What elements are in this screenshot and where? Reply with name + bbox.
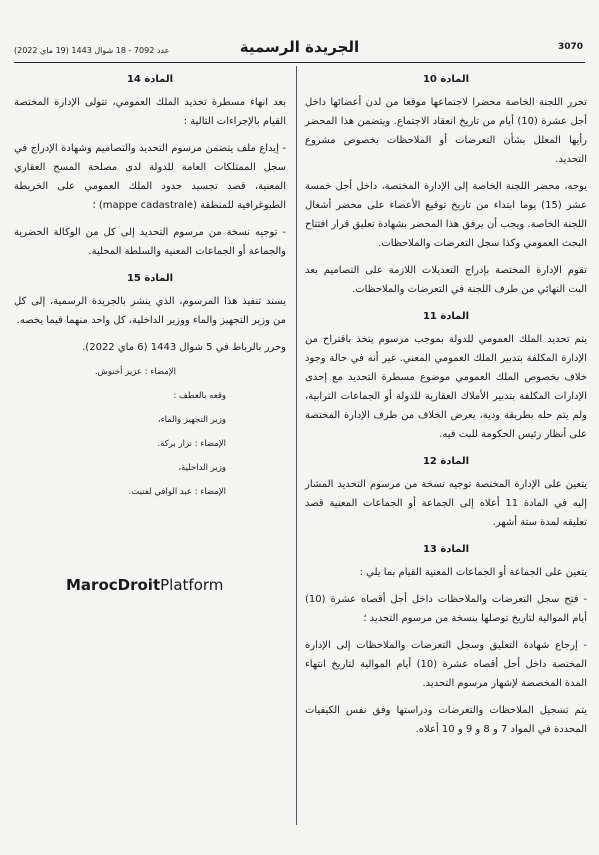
minister-equipment-title: وزير التجهيز والماء، <box>157 415 226 425</box>
article-14-paragraph-1: بعد انهاء مسطرة تحديد الملك العمومي، تتولى الإدارة المختصة القيام بالإجراءات التالية : <box>14 97 286 127</box>
article-14-title: المادة 14 <box>126 74 174 85</box>
right-column <box>305 68 587 747</box>
article-13-paragraph-3: - إرجاع شهادة التعليق وسجل التعرضات والملاحظات إلى الإدارة المختصة داخل أجل أقصاه عشرة (10) أيام الموالية لتاريخ انتهاء المدة المخصصة لإشهار مرسوم التحديد. <box>305 640 587 689</box>
article-13-title: المادة 13 <box>422 544 470 555</box>
article-14-paragraph-3: - توجيه نسخة من مرسوم التحديد إلى كل من الوكالة الحضرية والجماعة أو الجماعات المعنية والسلطة المحلية. <box>14 227 286 257</box>
article-10-paragraph-1: تحرر اللجنة الخاصة محضرا لاجتماعها موقعا من لدن أعضائها داخل أجل عشرة (10) أيام من تاريخ انعقاد الاجتماع. ويتضمن هذا المحضر رأيها المعلل بشأن التعرضات أو الملاحظات بخصوص مشروع التحديد. <box>305 97 588 165</box>
article-15-paragraph-1: يسند تنفيذ هذا المرسوم، الذي ينشر بالجريدة الرسمية، إلى كل من وزير التجهيز والماء ووزير الداخلية، كل واحد منهما فيما يخصه. <box>14 296 286 326</box>
page-number: 3070 <box>557 42 583 52</box>
article-10-paragraph-2: يوجه، محضر اللجنة الخاصة إلى الإدارة المختصة، داخل أجل خمسة عشر (15) يوما ابتداء من تاريخ توقيع الأعضاء على محضر أشغال اللجنة الخاصة. ويجب أن يرفق هذا المحضر بشهادة تعليق قرار افتتاح البحث العمومي وكذا سجل التعرضات والملاحظات. <box>305 181 587 249</box>
page-header <box>14 38 585 62</box>
left-column <box>14 68 286 509</box>
article-12-paragraph-1: يتعين على الإدارة المختصة توجيه نسخة من مرسوم التحديد المشار إليه في المادة 11 أعلاه إلى الجماعة أو الجماعات المعنية قصد تعليقه لمدة ستة أشهر. <box>305 479 587 528</box>
article-13-paragraph-4: يتم تسجيل الملاحظات والتعرضات ودراستها وفق نفس الكيفيات المحددة في المواد 7 و 8 و 9 و 10 أعلاه. <box>305 705 587 735</box>
article-10-paragraph-3: تقوم الإدارة المختصة بإدراج التعديلات اللازمة على التصاميم بعد البت النهائي من طرف اللجنة في التعرضات والملاحظات. <box>305 265 587 295</box>
article-11-title: المادة 11 <box>422 311 470 322</box>
journal-title: الجريدة الرسمية <box>239 38 360 56</box>
countersigned-label: وقعه بالعطف : <box>173 391 226 401</box>
article-14-paragraph-2: - إيداع ملف يتضمن مرسوم التحديد والتصاميم وشهادة الإدراج في سجل الممتلكات العامة للدولة لدى مصلحة المسح العقاري المعنية، قصد تجسيد حدود الملك العمومي على الخريطة الطبوغرافية للمنطقة (mappe cadastrale) ؛ <box>14 143 286 211</box>
column-divider <box>296 66 297 825</box>
article-15-paragraph-2: وحرر بالرباط في 5 شوال 1443 (6 ماي 2022). <box>82 342 286 353</box>
marocdroit-watermark: MarocDroitPlatform <box>66 576 224 594</box>
article-10-title: المادة 10 <box>422 74 470 85</box>
signature-minister-equipment: الإمضاء : نزار بركة. <box>157 439 226 449</box>
article-13-paragraph-1: يتعين على الجماعة أو الجماعات المعنية القيام بما يلي : <box>359 567 587 578</box>
article-13-paragraph-2: - فتح سجل التعرضات والملاحظات داخل أجل أقصاه عشرة (10) أيام الموالية لتاريخ توصلها بنسخة من مرسوم التحديد ؛ <box>305 594 587 624</box>
signature-prime-minister: الإمضاء : عزيز أخنوش. <box>94 367 176 377</box>
article-12-title: المادة 12 <box>422 456 470 467</box>
signature-minister-interior: الإمضاء : عبد الوافي لفتيت. <box>128 487 226 497</box>
article-11-paragraph-1: يتم تحديد الملك العمومي للدولة بموجب مرسوم يتخذ باقتراح من الإدارة المكلفة بتدبير الملك العمومي المعني. غير أنه في حالة وجود خلاف بخصوص الملك العمومي موضوع مسطرة التحديد مع إحدى الإدارات المكلفة بتدبير الأملاك العقارية للدولة أو الجماعات الترابية، ولم يتم حله بطريقة ودية، يعرض الخلاف من طرف الإدارة المختصة على أنظار رئيس الحكومة للبت فيه. <box>305 334 587 440</box>
minister-interior-title: وزير الداخلية، <box>178 463 226 473</box>
issue-info: عدد 7092 - 18 شوال 1443 (19 ماي 2022) <box>14 46 170 55</box>
header-rule <box>14 62 585 63</box>
article-15-title: المادة 15 <box>126 273 174 284</box>
